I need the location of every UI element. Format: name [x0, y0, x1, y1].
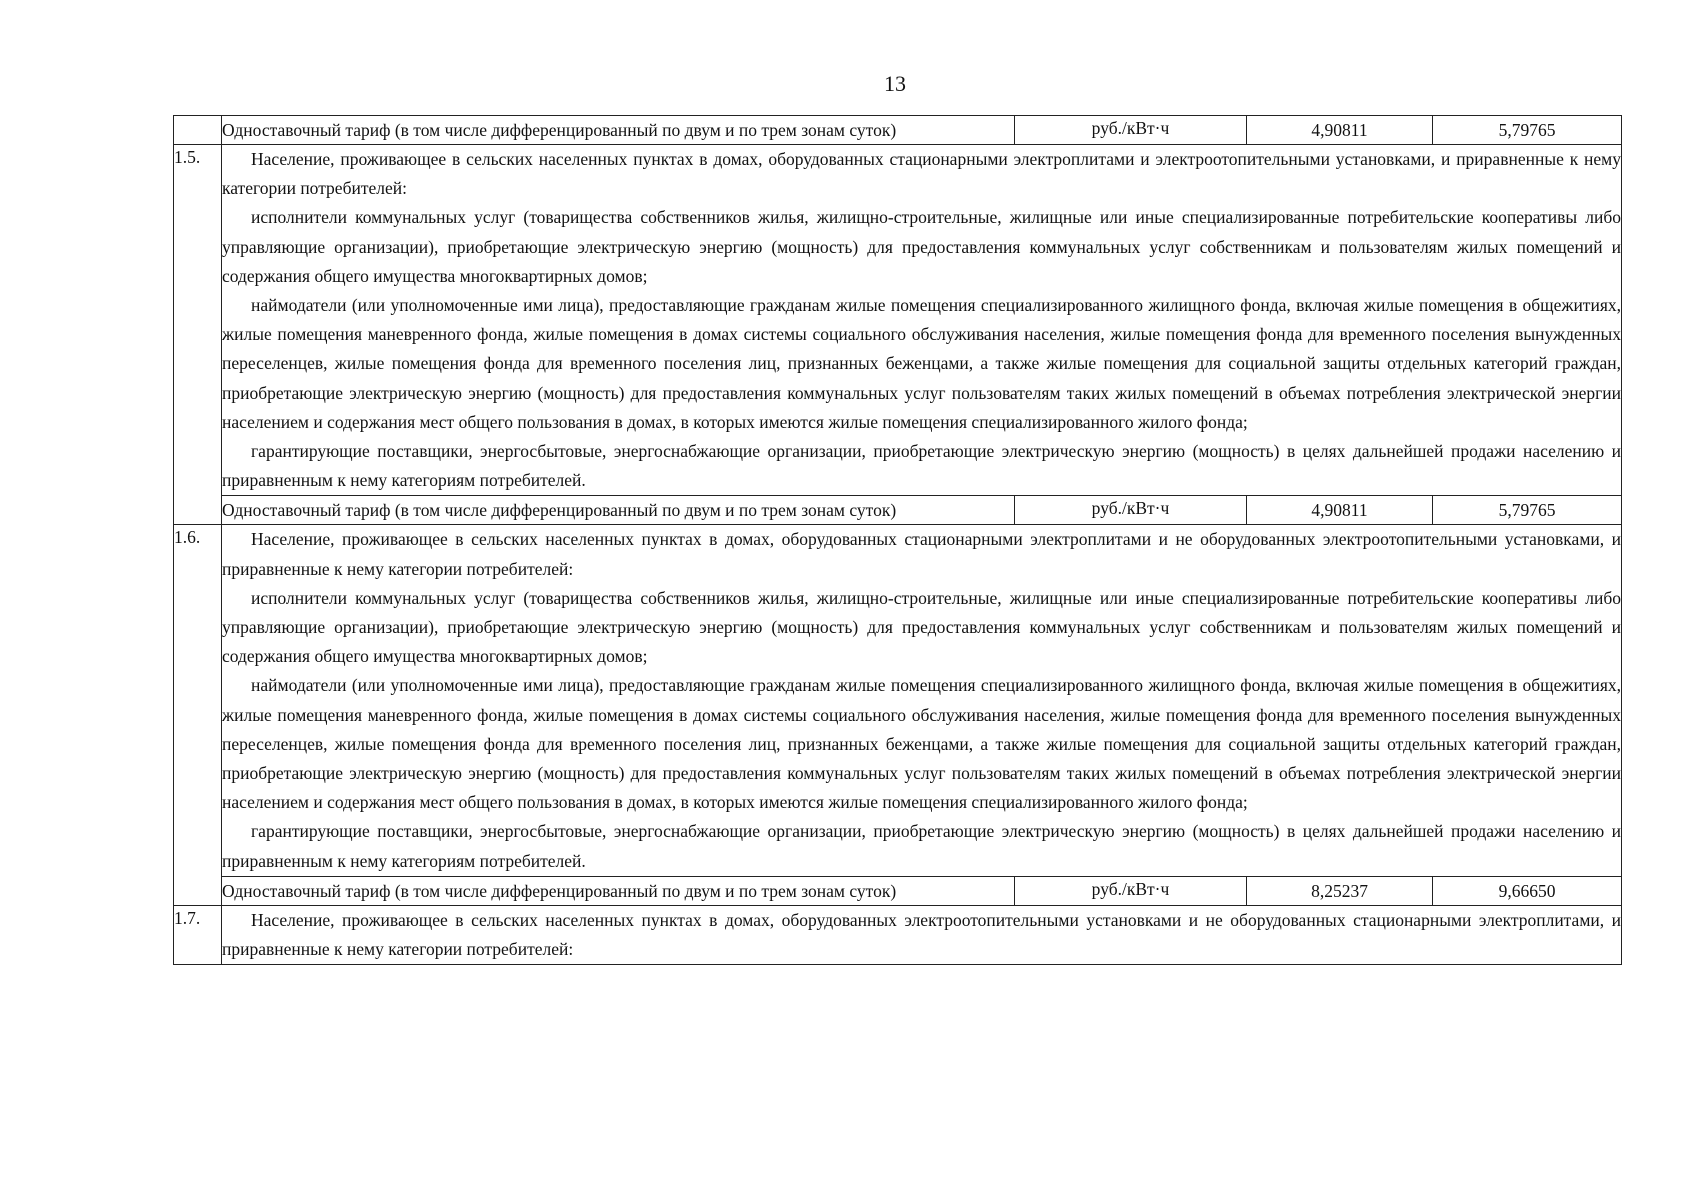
- section-paragraph: гарантирующие поставщики, энергосбытовые, энергоснабжающие организации, приобретающие электрическую энергию (мощность) в целях дальнейшей продажи населению и приравненным к нему категориям потребителей.: [222, 441, 1621, 491]
- section-paragraph: наймодатели (или уполномоченные ими лица), предоставляющие гражданам жилые помещения специализированного жилищного фонда, включая жилые помещения в общежитиях, жилые помещения маневренного фонда, жилые помещения в домах системы социального обслуживания населения, жилые помещения фонда для временного поселения вынужденных переселенцев, жилые помещения фонда для временного поселения лиц, признанных беженцами, а также жилые помещения для социальной защиты отдельных категорий граждан, приобретающие электрическую энергию (мощность) для предоставления коммунальных услуг пользователям таких жилых помещений в объемах потребления электрической энергии населением и содержания мест общего пользования в домах, в которых имеются жилые помещения специализированного жилого фонда;: [222, 675, 1621, 813]
- section-description: [222, 525, 1622, 876]
- tariff-row: [174, 116, 1622, 145]
- section-paragraph: Население, проживающее в сельских населенных пунктах в домах, оборудованных электроотопительными установками и не оборудованных стационарными электроплитами, и приравненные к нему категории потребителей:: [222, 909, 1621, 960]
- tariff-row: [174, 496, 1622, 525]
- tariff-name-cell: Одноставочный тариф (в том числе дифференцированный по двум и по трем зонам суток): [222, 496, 1015, 525]
- section-row: [174, 145, 1622, 496]
- section-paragraph: исполнители коммунальных услуг (товарищества собственников жилья, жилищно-строительные, жилищные или иные специализированные потребительские кооперативы либо управляющие организации), приобретающие электрическую энергию (мощность) для предоставления коммунальных услуг собственникам и пользователям жилых помещений и содержания общего имущества многоквартирных домов;: [222, 207, 1621, 286]
- tariff-row: [174, 876, 1622, 905]
- unit-cell: руб./кВт·ч: [1015, 496, 1247, 525]
- value-first-half-cell: 8,25237: [1247, 876, 1433, 905]
- unit-cell: руб./кВт·ч: [1015, 876, 1247, 905]
- section-number: 1.6.: [174, 525, 222, 905]
- section-number: 1.5.: [174, 145, 222, 525]
- section-description: [222, 145, 1622, 496]
- section-paragraph: Население, проживающее в сельских населенных пунктах в домах, оборудованных стационарными электроплитами и не оборудованных электроотопительными установками, и приравненные к нему категории потребителей:: [222, 529, 1621, 579]
- section-paragraph: Население, проживающее в сельских населенных пунктах в домах, оборудованных стационарными электроплитами и электроотопительными установками, и приравненные к нему категории потребителей:: [222, 149, 1621, 199]
- row-number-cell: [174, 116, 222, 145]
- tariff-name-cell: Одноставочный тариф (в том числе дифференцированный по двум и по трем зонам суток): [222, 876, 1015, 905]
- section-paragraph: гарантирующие поставщики, энергосбытовые, энергоснабжающие организации, приобретающие электрическую энергию (мощность) в целях дальнейшей продажи населению и приравненным к нему категориям потребителей.: [222, 821, 1621, 871]
- section-row: [174, 905, 1622, 964]
- value-first-half-cell: 4,90811: [1247, 116, 1433, 145]
- value-second-half-cell: 5,79765: [1433, 496, 1622, 525]
- section-description: [222, 905, 1622, 964]
- value-second-half-cell: 5,79765: [1433, 116, 1622, 145]
- section-row: [174, 525, 1622, 876]
- section-paragraph: исполнители коммунальных услуг (товарищества собственников жилья, жилищно-строительные, жилищные или иные специализированные потребительские кооперативы либо управляющие организации), приобретающие электрическую энергию (мощность) для предоставления коммунальных услуг собственникам и пользователям жилых помещений и содержания общего имущества многоквартирных домов;: [222, 587, 1621, 667]
- tariff-name-cell: Одноставочный тариф (в том числе дифференцированный по двум и по трем зонам суток): [222, 116, 1015, 145]
- section-number: 1.7.: [174, 905, 222, 964]
- page-number: 13: [884, 71, 906, 96]
- unit-cell: руб./кВт·ч: [1015, 116, 1247, 145]
- value-second-half-cell: 9,66650: [1433, 876, 1622, 905]
- tariff-table: [173, 115, 1622, 965]
- value-first-half-cell: 4,90811: [1247, 496, 1433, 525]
- section-paragraph: наймодатели (или уполномоченные ими лица), предоставляющие гражданам жилые помещения специализированного жилищного фонда, включая жилые помещения в общежитиях, жилые помещения маневренного фонда, жилые помещения в домах системы социального обслуживания населения, жилые помещения фонда для временного поселения вынужденных переселенцев, жилые помещения фонда для временного поселения лиц, признанных беженцами, а также жилые помещения для социальной защиты отдельных категорий граждан, приобретающие электрическую энергию (мощность) для предоставления коммунальных услуг пользователям таких жилых помещений в объемах потребления электрической энергии населением и содержания мест общего пользования в домах, в которых имеются жилые помещения специализированного жилого фонда;: [222, 295, 1621, 432]
